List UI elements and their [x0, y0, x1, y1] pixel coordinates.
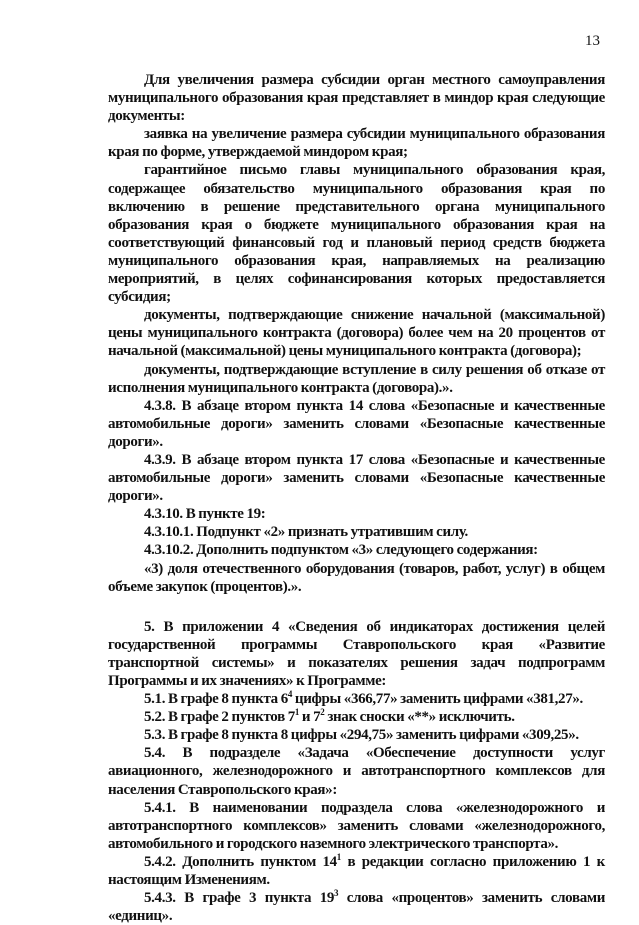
paragraph: 5. В приложении 4 «Сведения об индикаторах достижения целей государственной программы Ставропольского края «Развитие транспортной системы» и показателях решения задач подпрограмм Программы и их значениях» к Программе: [108, 618, 605, 689]
paragraph: Для увеличения размера субсидии орган местного самоуправления муниципального образования края представляет в миндор края следующие документы: [108, 72, 605, 125]
paragraph: 4.3.8. В абзаце втором пункта 14 слова «Безопасные и качественные автомобильные дороги» заменить словами «Безопасные качественные дороги». [108, 397, 605, 450]
paragraph: 4.3.10. В пункте 19: [144, 506, 266, 523]
paragraph: 4.3.9. В абзаце втором пункта 17 слова «Безопасные и качественные автомобильные дороги» заменить словами «Безопасные качественные дороги». [108, 451, 605, 505]
paragraph: заявка на увеличение размера субсидии муниципального образования края по форме, утверждаемой миндором края; [108, 126, 605, 161]
document-body [108, 71, 605, 925]
paragraph: 5.4.2. Дополнить пунктом $14^1$ в редакции согласно приложению 1 к настоящим Изменениям. [108, 851, 605, 889]
paragraph: 4.3.10.2. Дополнить подпунктом «3» следующего содержания: [144, 542, 538, 559]
paragraph: 5.3. В графе 8 пункта 8 цифры «294,75» заменить цифрами «309,25». [144, 727, 579, 744]
paragraph: «3) доля отечественного оборудования (товаров, работ, услуг) в общем объеме закупок (процентов).». [108, 560, 605, 595]
paragraph: документы, подтверждающие вступление в силу решения об отказе от исполнения муниципального контракта (договора).». [108, 361, 605, 396]
paragraph: гарантийное письмо главы муниципального образования края, содержащее обязательство муниципального образования края по включению в решение представительного органа муниципального образования края о бюджете муниципального образования края на соответствующий финансовый год и плановый период средств бюджета муниципального образования края, направляемых на реализацию мероприятий, в целях софинансирования которых предоставляется субсидия; [108, 162, 605, 306]
page-number: 13 [585, 33, 600, 49]
paragraph: 4.3.10.1. Подпункт «2» признать утратившим силу. [144, 524, 468, 541]
paragraph: документы, подтверждающие снижение начальной (максимальной) цены муниципального контракта (договора) более чем на 20 процентов от начальной (максимальной) цены муниципального контракта (договора); [108, 307, 605, 360]
paragraph: 5.4. В подразделе «Задача «Обеспечение доступности услуг авиационного, железнодорожного и автотранспортного комплексов для населения Ставропольского края»: [108, 745, 605, 798]
section-gap [108, 596, 605, 618]
paragraph: 5.4.3. В графе 3 пункта $19^3$ слова «процентов» заменить словами «единиц». [108, 888, 605, 925]
paragraph: 5.4.1. В наименовании подраздела слова «железнодорожного и автотранспортного комплексов» заменить словами «железнодорожного, автомобильного и городского наземного электрического транспорта». [108, 799, 605, 852]
paragraph: 5.2. В графе 2 пунктов $7^1$ и $7^2$ знак сноски «**» исключить. [144, 707, 515, 726]
paragraph: 5.1. В графе 8 пункта $6^4$ цифры «366,77» заменить цифрами «381,27». [144, 689, 583, 708]
